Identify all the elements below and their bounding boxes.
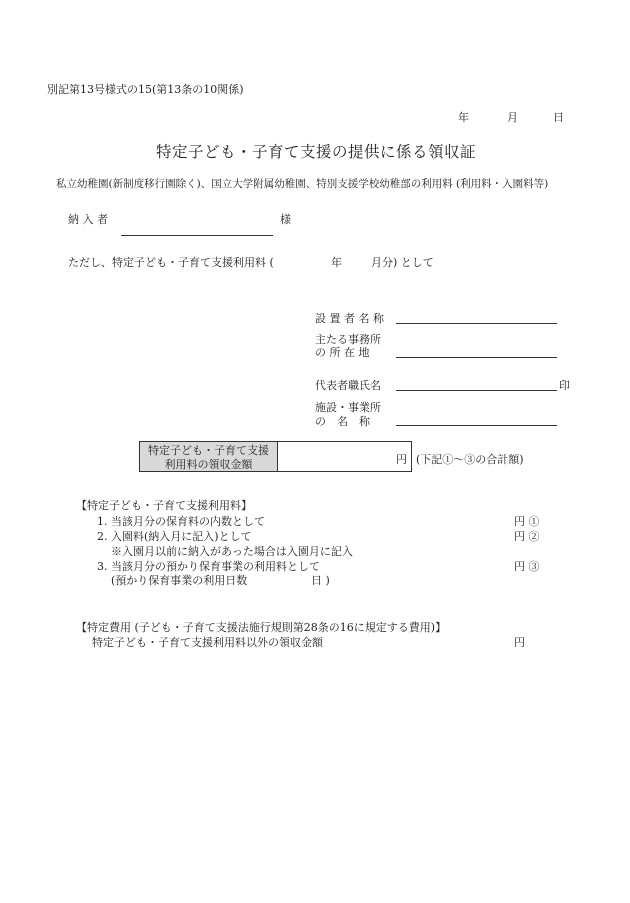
office-address-line[interactable] — [396, 357, 557, 358]
representative-name-line[interactable] — [396, 390, 557, 391]
provision-prefix: ただし、特定子ども・子育て支援利用料 ( — [68, 256, 274, 269]
fee-item-3-unit: 円 ③ — [514, 560, 540, 573]
form-reference: 別記第13号様式の15(第13条の10関係) — [47, 83, 244, 96]
payer-name-line[interactable] — [121, 235, 273, 236]
special-fees-line: 特定子ども・子育て支援利用料以外の領収金額 — [92, 636, 323, 649]
payer-honorific: 様 — [280, 213, 291, 226]
document-title: 特定子ども・子育て支援の提供に係る領収証 — [156, 143, 477, 161]
fee-item-3-note-start: (預かり保育事業の利用日数 — [111, 574, 248, 587]
special-fees-unit: 円 — [514, 636, 525, 649]
founder-name-line[interactable] — [396, 323, 557, 324]
receipt-amount-label-line1: 特定子ども・子育て支援 — [148, 444, 269, 457]
fee-item-2-unit: 円 ② — [514, 530, 540, 543]
receipt-amount-note: (下記①～③の合計額) — [416, 453, 524, 466]
representative-label: 代表者職氏名 — [315, 379, 381, 392]
fee-item-1-unit: 円 ① — [514, 515, 540, 528]
receipt-amount-label-line2: 利用料の領収金額 — [164, 458, 253, 471]
receipt-amount-yen: 円 — [396, 453, 407, 466]
fee-item-3: 3. 当該月分の預かり保育事業の利用料として — [97, 560, 320, 573]
receipt-amount-field[interactable] — [278, 442, 411, 471]
fees-heading: 【特定子ども・子育て支援利用料】 — [76, 499, 252, 512]
payer-label: 納 入 者 — [68, 213, 108, 226]
document-subtitle: 私立幼稚園(新制度移行園除く)、国立大学附属幼稚園、特別支援学校幼稚部の利用料 (利用料・入園料等) — [56, 178, 549, 190]
date-year-label: 年 — [458, 111, 469, 124]
facility-label-line1: 施設・事業所 — [315, 401, 381, 414]
date-month-label: 月 — [507, 111, 518, 124]
fee-item-3-note-end: 日 ) — [311, 574, 330, 587]
founder-name-label: 設 置 者 名 称 — [315, 312, 384, 325]
office-label-line1: 主たる事務所 — [315, 333, 381, 346]
facility-name-line[interactable] — [396, 425, 557, 426]
facility-label-line2: の 名 称 — [315, 415, 370, 428]
date-day-label: 日 — [553, 111, 564, 124]
special-fees-heading: 【特定費用 (子ども・子育て支援法施行規則第28条の16に規定する費用)】 — [76, 621, 447, 634]
fee-item-1: 1. 当該月分の保育料の内数として — [97, 515, 265, 528]
fee-item-2-note: ※入園月以前に納入があった場合は入園月に記入 — [111, 545, 353, 558]
office-label-line2: の 所 在 地 — [315, 346, 370, 359]
receipt-amount-box — [139, 441, 412, 472]
fee-item-2: 2. 入園料(納入月に記入)として — [97, 530, 252, 543]
provision-year-label: 年 — [331, 256, 342, 269]
provision-month-label: 月分) として — [371, 256, 434, 269]
receipt-amount-label — [140, 442, 278, 471]
seal-label: 印 — [559, 379, 570, 392]
